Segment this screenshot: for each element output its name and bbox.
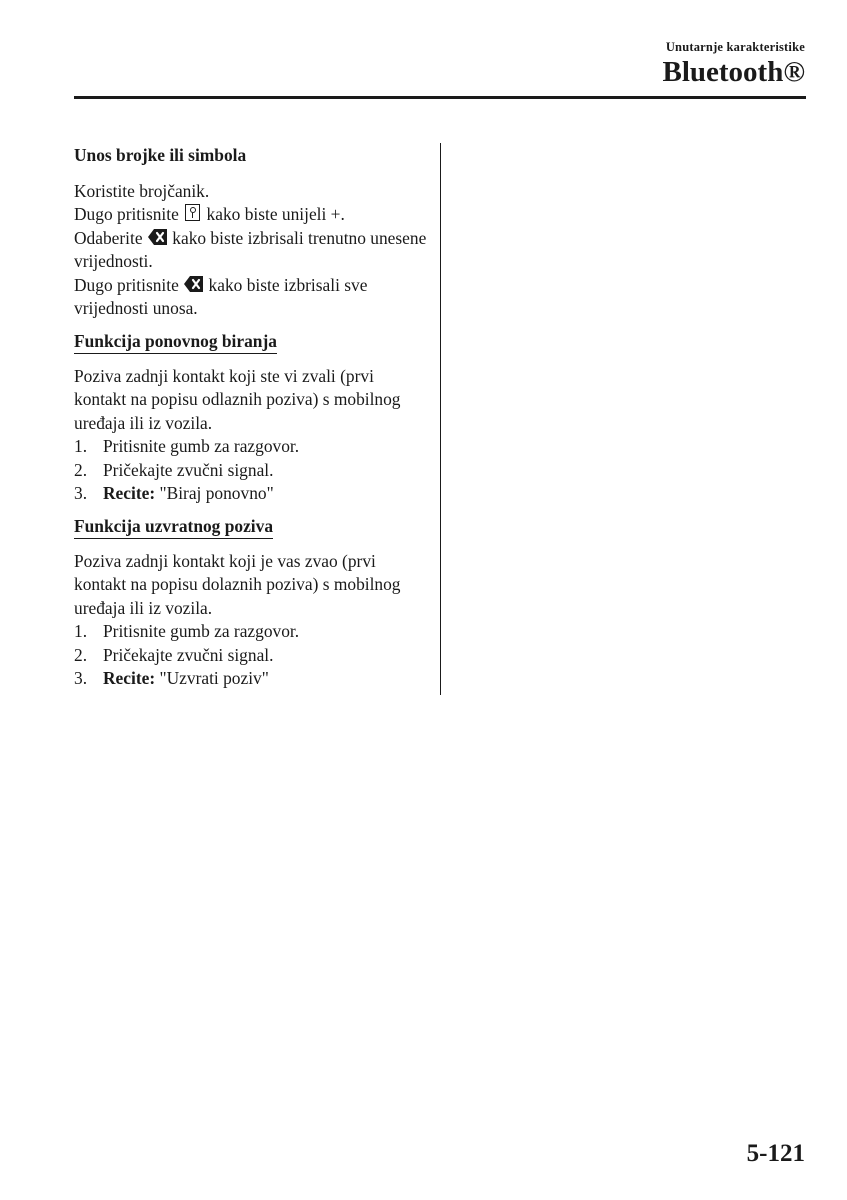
section-title-callback: Funkcija uzvratnog poziva xyxy=(74,515,273,539)
list-item xyxy=(74,482,430,506)
list-item xyxy=(74,459,430,483)
step-text: Pritisnite gumb za razgovor. xyxy=(103,436,300,456)
step-number: 3. xyxy=(74,483,88,503)
text-line xyxy=(74,227,430,274)
list-item xyxy=(74,667,430,691)
step-number: 1. xyxy=(74,436,88,456)
text-fragment: kako biste unijeli +. xyxy=(206,204,345,224)
text-line xyxy=(74,274,430,321)
steps-list-callback xyxy=(74,620,430,691)
column-divider xyxy=(440,143,441,695)
list-item xyxy=(74,435,430,459)
key-zero-plus-icon xyxy=(185,204,200,221)
step-number: 1. xyxy=(74,621,88,641)
step-label: Recite: xyxy=(103,668,156,688)
step-text: Pričekajte zvučni signal. xyxy=(103,459,274,480)
section-title-redial: Funkcija ponovnog biranja xyxy=(74,330,277,354)
step-text: Pričekajte zvučni signal. xyxy=(103,644,274,665)
page-number: 5-121 xyxy=(746,1140,805,1167)
step-text: "Biraj ponovno" xyxy=(159,483,274,503)
text-fragment: Dugo pritisnite xyxy=(74,204,179,224)
text-fragment: Odaberite xyxy=(74,227,143,248)
step-text: "Uzvrati poziv" xyxy=(159,668,269,688)
section-intro-callback: Poziva zadnji kontakt koji je vas zvao (prvi kontakt na popisu dolaznih poziva) s mobilnog uređaja ili iz vozila. xyxy=(74,550,401,618)
list-item xyxy=(74,644,430,668)
text-line xyxy=(74,203,430,227)
text-fragment: Dugo pritisnite xyxy=(74,274,179,295)
header-divider xyxy=(74,96,806,99)
header-section-label: Unutarnje karakteristike xyxy=(665,40,805,54)
step-label: Recite: xyxy=(103,483,156,503)
text-fragment: kako biste izbrisali trenutno unesene vrijednosti. xyxy=(74,227,427,271)
text-fragment: kako biste izbrisali sve vrijednosti unosa. xyxy=(74,274,368,318)
delete-icon xyxy=(184,276,203,292)
section-body-number-entry xyxy=(74,180,430,321)
section-title-number-entry: Unos brojke ili simbola xyxy=(74,145,247,165)
step-number: 3. xyxy=(74,668,88,688)
page-title: Bluetooth® xyxy=(662,56,805,88)
step-number: 2. xyxy=(74,644,88,665)
step-text: Pritisnite gumb za razgovor. xyxy=(103,621,300,641)
steps-list-redial xyxy=(74,435,430,506)
text-line: Koristite brojčanik. xyxy=(74,180,210,201)
content-column xyxy=(74,140,430,691)
section-intro-redial: Poziva zadnji kontakt koji ste vi zvali (prvi kontakt na popisu odlaznih poziva) s mobilnog uređaja ili iz vozila. xyxy=(74,365,401,433)
list-item xyxy=(74,620,430,644)
step-number: 2. xyxy=(74,459,88,480)
delete-icon xyxy=(148,229,167,245)
